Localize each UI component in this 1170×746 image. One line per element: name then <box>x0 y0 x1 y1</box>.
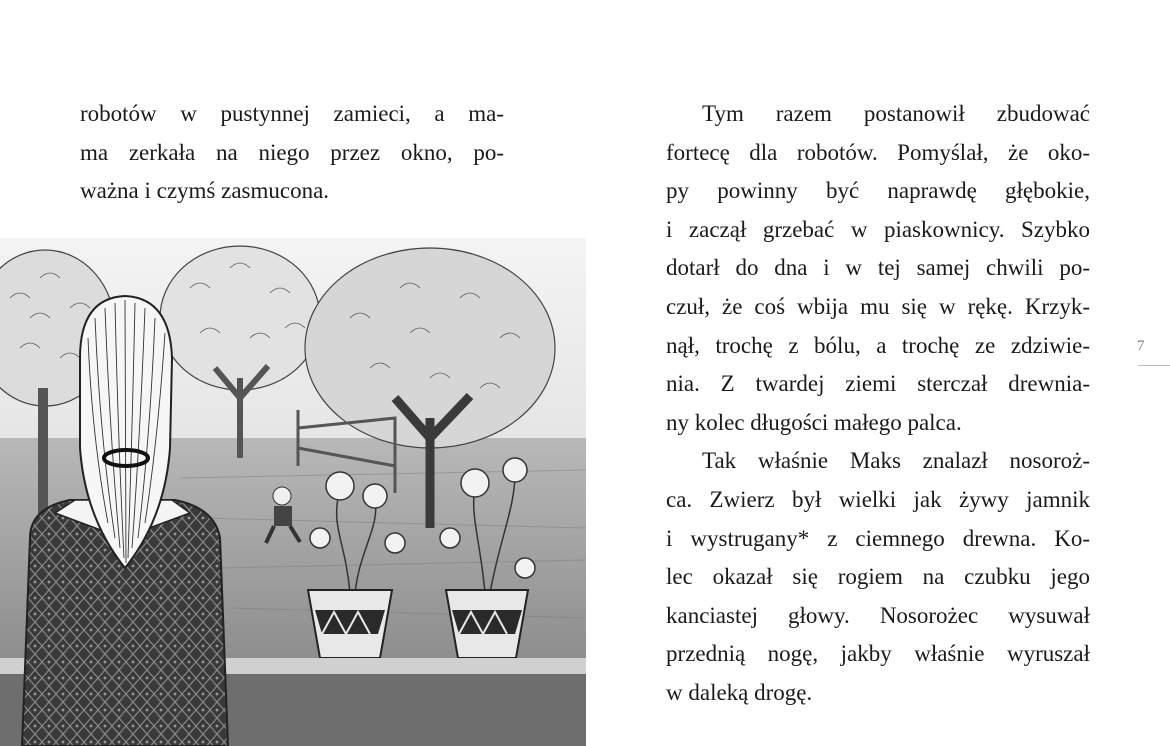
text-line: przednią nogę, jakby właśnie wyruszał <box>666 641 1090 667</box>
text-line: ma zerkała na niego przez okno, po- <box>80 139 504 165</box>
text-line: nia. Z twardej ziemi sterczał drewnia- <box>666 371 1090 397</box>
text-line: nął, trochę z bólu, a trochę ze zdziwie- <box>666 332 1090 358</box>
text-line: lec okazał się rogiem na czubku jego <box>666 564 1090 590</box>
text-line: w daleką drogę. <box>666 679 813 705</box>
page-number: 7 <box>1137 338 1145 354</box>
text-line: ny kolec długości małego palca. <box>666 409 962 435</box>
window-garden-illustration <box>0 238 586 746</box>
text-line: fortecę dla robotów. Pomyślał, że oko- <box>666 139 1090 165</box>
text-line: Tak właśnie Maks znalazł nosoroż- <box>702 448 1090 474</box>
text-line: i zaczął grzebać w piaskownicy. Szybko <box>666 216 1090 242</box>
text-line: i wystrugany* z ciemnego drewna. Ko- <box>666 525 1090 551</box>
text-line: dotarł do dna i w tej samej chwili po- <box>666 255 1090 281</box>
text-line: czuł, że coś wbija mu się w rękę. Krzyk- <box>666 293 1090 319</box>
text-line: ważna i czymś zasmucona. <box>80 178 330 204</box>
right-text-block <box>666 95 1090 713</box>
text-line: robotów w pustynnej zamieci, a ma- <box>80 101 504 126</box>
margin-rule <box>1138 365 1170 366</box>
left-text-block <box>80 95 504 211</box>
text-line: ca. Zwierz był wielki jak żywy jamnik <box>666 486 1090 512</box>
text-line: py powinny być naprawdę głębokie, <box>666 178 1090 204</box>
text-line: Tym razem postanowił zbudować <box>702 101 1090 126</box>
text-line: kanciastej głowy. Nosorożec wysuwał <box>666 602 1090 628</box>
right-page <box>586 0 1170 746</box>
